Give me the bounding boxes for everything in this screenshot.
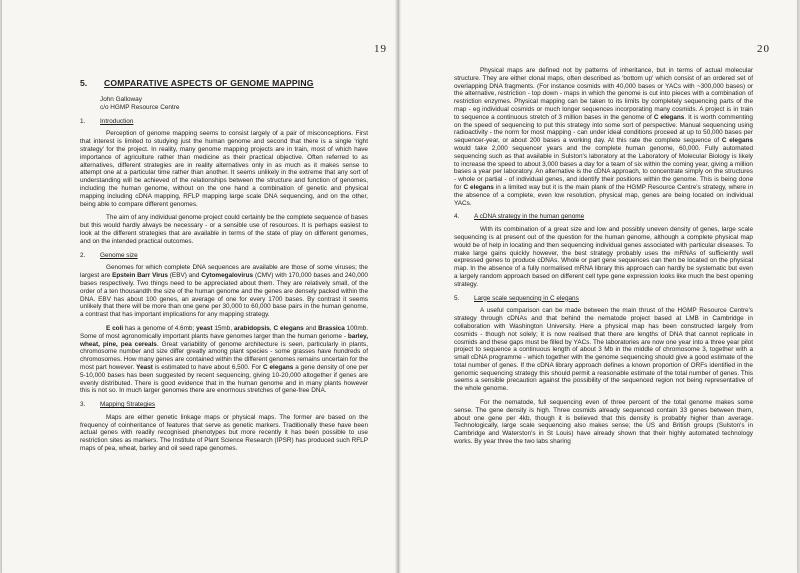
section-title: Mapping Strategies — [100, 401, 156, 409]
chapter-number: 5. — [80, 78, 88, 88]
section-title: Genome size — [100, 251, 138, 259]
book-spread — [2, 0, 797, 573]
section-number: 5. — [454, 294, 460, 302]
section-heading-cdna-strategy — [454, 213, 753, 221]
right-page — [400, 0, 797, 573]
paragraph: A useful comparison can be made between the main thrust of the HGMP Resource Centre's strategy through cDNAs and that behind the nematode project based at LMB in Cambridge in collaboration with Washington University. Here a physical map has been constructed largely from cosmids - though not solely; it is now realised that there are lengths of DNA that cannot replicate in cosmids and these gaps must be filled by YACs. The laboratories are now one year into a three year pilot project to sequence a continuous length of about 3 Mb in the middle of chromosome 3, together with a small cDNA programme - which together with the genome sequencing should give a good estimate of the total number of genes. If the cDNA library approach defines a known proportion of ORFs identified in the genomic sequencing strategy this should permit a reasonable estimate of the total number of genes. This seems a sensible precaution against the possibility of the sequenced region not being representative of the whole genome. — [454, 307, 753, 393]
section-heading-mapping-strategies — [80, 401, 368, 409]
section-title: Introduction — [100, 117, 134, 125]
page-number: 20 — [757, 43, 770, 55]
section-title: Large scale sequencing in C elegans — [474, 294, 579, 302]
paragraph: With its combination of a great size and low and possibly uneven density of genes, large scale sequencing is at present out of the question for the human genome, although a complete physical map would be of help in locating and then sequencing individual genes associated with particular diseases. To make large gains quickly however, the best strategy probably uses the mRNAs of sufficiently well expressed genes to produce cDNAs. Whole or part gene sequences can then be located on the physical map. In the absence of a fully normalised mRNA library this approach can hardly be systematic but even a largely random approach based on different cell type gene expression looks like much the best opening strategy. — [454, 226, 753, 288]
paragraph: The aim of any individual genome project could certainly be the complete sequence of bases but this would hardly always be necessary - or a sensible use of resources. It is perhaps easiest to look at the different strategies that are available in terms of the state of play on different genomes, and on the intended practical outcomes. — [80, 214, 368, 245]
author-block — [100, 96, 368, 112]
section-heading-large-scale-sequencing — [454, 295, 753, 303]
chapter-title: COMPARATIVE ASPECTS OF GENOME MAPPING — [104, 78, 314, 88]
paragraph: Physical maps are defined not by patterns of inheritance, but in terms of actual molecular structure. They are either clonal maps, often described as 'bottom up' which consist of an ordered set of overlapping DNA fragments. (For instance cosmids with 40,000 bases or YACs with ~300,000 bases) or the alternative, restriction - top down - maps in which the genome is cut into pieces with a combination of restriction enzymes. Physical mapping can be taken to its limits by completely sequencing parts of the map - eg individual cosmids or much longer sequences incorporating many cosmids. A project is in train to sequence a continuous stretch of 3 million bases in the genome of C elegans. It is worth commenting on the speed of sequencing to put this strategy into some sort of perspective. Manual sequencing using radioactivity - the norm for most mapping - can under ideal conditions proceed at up to 50,000 bases per sequencer-year, or about 200 bases a working day. At this rate the complete sequence of C elegans would take 2,000 sequencer years and the complete human genome, 60,000. Fully automated sequencing such as that available in Sulston's laboratory at the Laboratory of Molecular Biology is likely to increase the speed to about 3,000 bases a day for a team of six within the coming year, giving a million bases a year per laboratory. An alternative is the cDNA approach, to concentrate simply on the structures - whole or partial - of individual genes, and identify their positions within the genome. This is being done for C elegans in a limited way but it is the main plank of the HGMP Resource Centre's strategy, where in the absence of a complete, even low resolution, physical map, genes are being located on individual YACs. — [454, 67, 753, 207]
section-number: 3. — [80, 401, 86, 409]
chapter-heading — [80, 78, 368, 88]
right-page-text — [454, 67, 753, 452]
section-number: 1. — [80, 117, 86, 125]
paragraph: Maps are either genetic linkage maps or physical maps. The former are based on the frequency of coinheritance of features that serve as genetic markers. Traditionally these have been actual genes with readily recognised phenotypes but more recently it has been possible to use restriction sites as markers. The Institute of Plant Science Research (IPSR) has produced such RFLP maps of pea, wheat, barley and oil seed rape genomes. — [80, 413, 368, 453]
section-heading-introduction — [80, 118, 368, 126]
paragraph: For the nematode, full sequencing even of three percent of the total genome makes some sense. The gene density is high. Three cosmids already sequenced contain 33 genes between them, about one gene per 4kb, though it is believed that this density is probably higher than average. Technologically, large scale sequencing also makes sense; the US and British groups (Sulston's in Cambridge and Waterston's in St Louis) have already shown that their highly automated technology works. By year three the two labs sharing — [454, 399, 753, 446]
section-number: 4. — [454, 213, 460, 221]
left-page-text — [80, 78, 368, 459]
section-title: A cDNA strategy in the human genome — [474, 213, 585, 221]
left-page — [2, 0, 397, 573]
section-number: 2. — [80, 251, 86, 259]
page-number: 19 — [374, 43, 387, 55]
paragraph: Genomes for which complete DNA sequences are available are those of some viruses; the largest are Epstein Barr Virus (EBV) and Cytomegalovirus (CMV) with 170,000 bases and 240,000 bases respectively. Two things need to be appreciated about them. They are relatively small, of the order of a ten thousandth the size of the human genome and the genes are densely packed within the DNA. EBV has about 100 genes, an average of one for every 1700 bases. By contrast it seems unlikely that there will be more than one gene per 30,000 to 60,000 base pairs in the human genome, a contrast that has important implications for any mapping strategy. — [80, 264, 368, 319]
author-name: John Galloway — [100, 96, 142, 103]
section-heading-genome-size — [80, 252, 368, 260]
paragraph: E coli has a genome of 4.6mb; yeast 15mb, arabidopsis, C elegans and Brassica 100mb. Some of most agronomically important plants have genomes larger than the human genome - barley, wheat, pine, pea cereals. Great variability of genome architecture is seen, particularly in plants, chromosome number and size differ greatly among plant species - some grasses have hundreds of chromosomes. How many genes are contained within the different genomes remains uncertain for the most part however. Yeast is estimated to have about 6,500. For C elegans a gene density of one per 5-10,000 bases has been suggested by recent sequencing, giving 10-20,000 altogether if genes are evenly distributed. There is good evidence that in the human genome and in many plants however this is not so. In much larger genomes there are enormous stretches of gene-free DNA. — [80, 324, 369, 395]
author-affiliation: c/o HGMP Resource Centre — [100, 103, 180, 111]
paragraph: Perception of genome mapping seems to consist largely of a pair of misconceptions. First that interest is limited to studying just the human genome and second that there is a single 'right strategy' for the project. In reality, many genome mapping projects are in train, most of which have importance of agriculture rather than medicine as their practical objective. Often referred to as alternatives, different strategies are in reality alternatives only in as much as it makes sense to attempt one at a particular time rather than another. It seems unlikely in the extreme that any sort of understanding will be achieved of the relationships between the structure and function of genomes, including the human genome, without on the one hand a combination of genetic and physical mapping including cDNA mapping, RFLP mapping large scale DNA sequencing, and on the other, being able to compare different genomes. — [80, 130, 368, 208]
